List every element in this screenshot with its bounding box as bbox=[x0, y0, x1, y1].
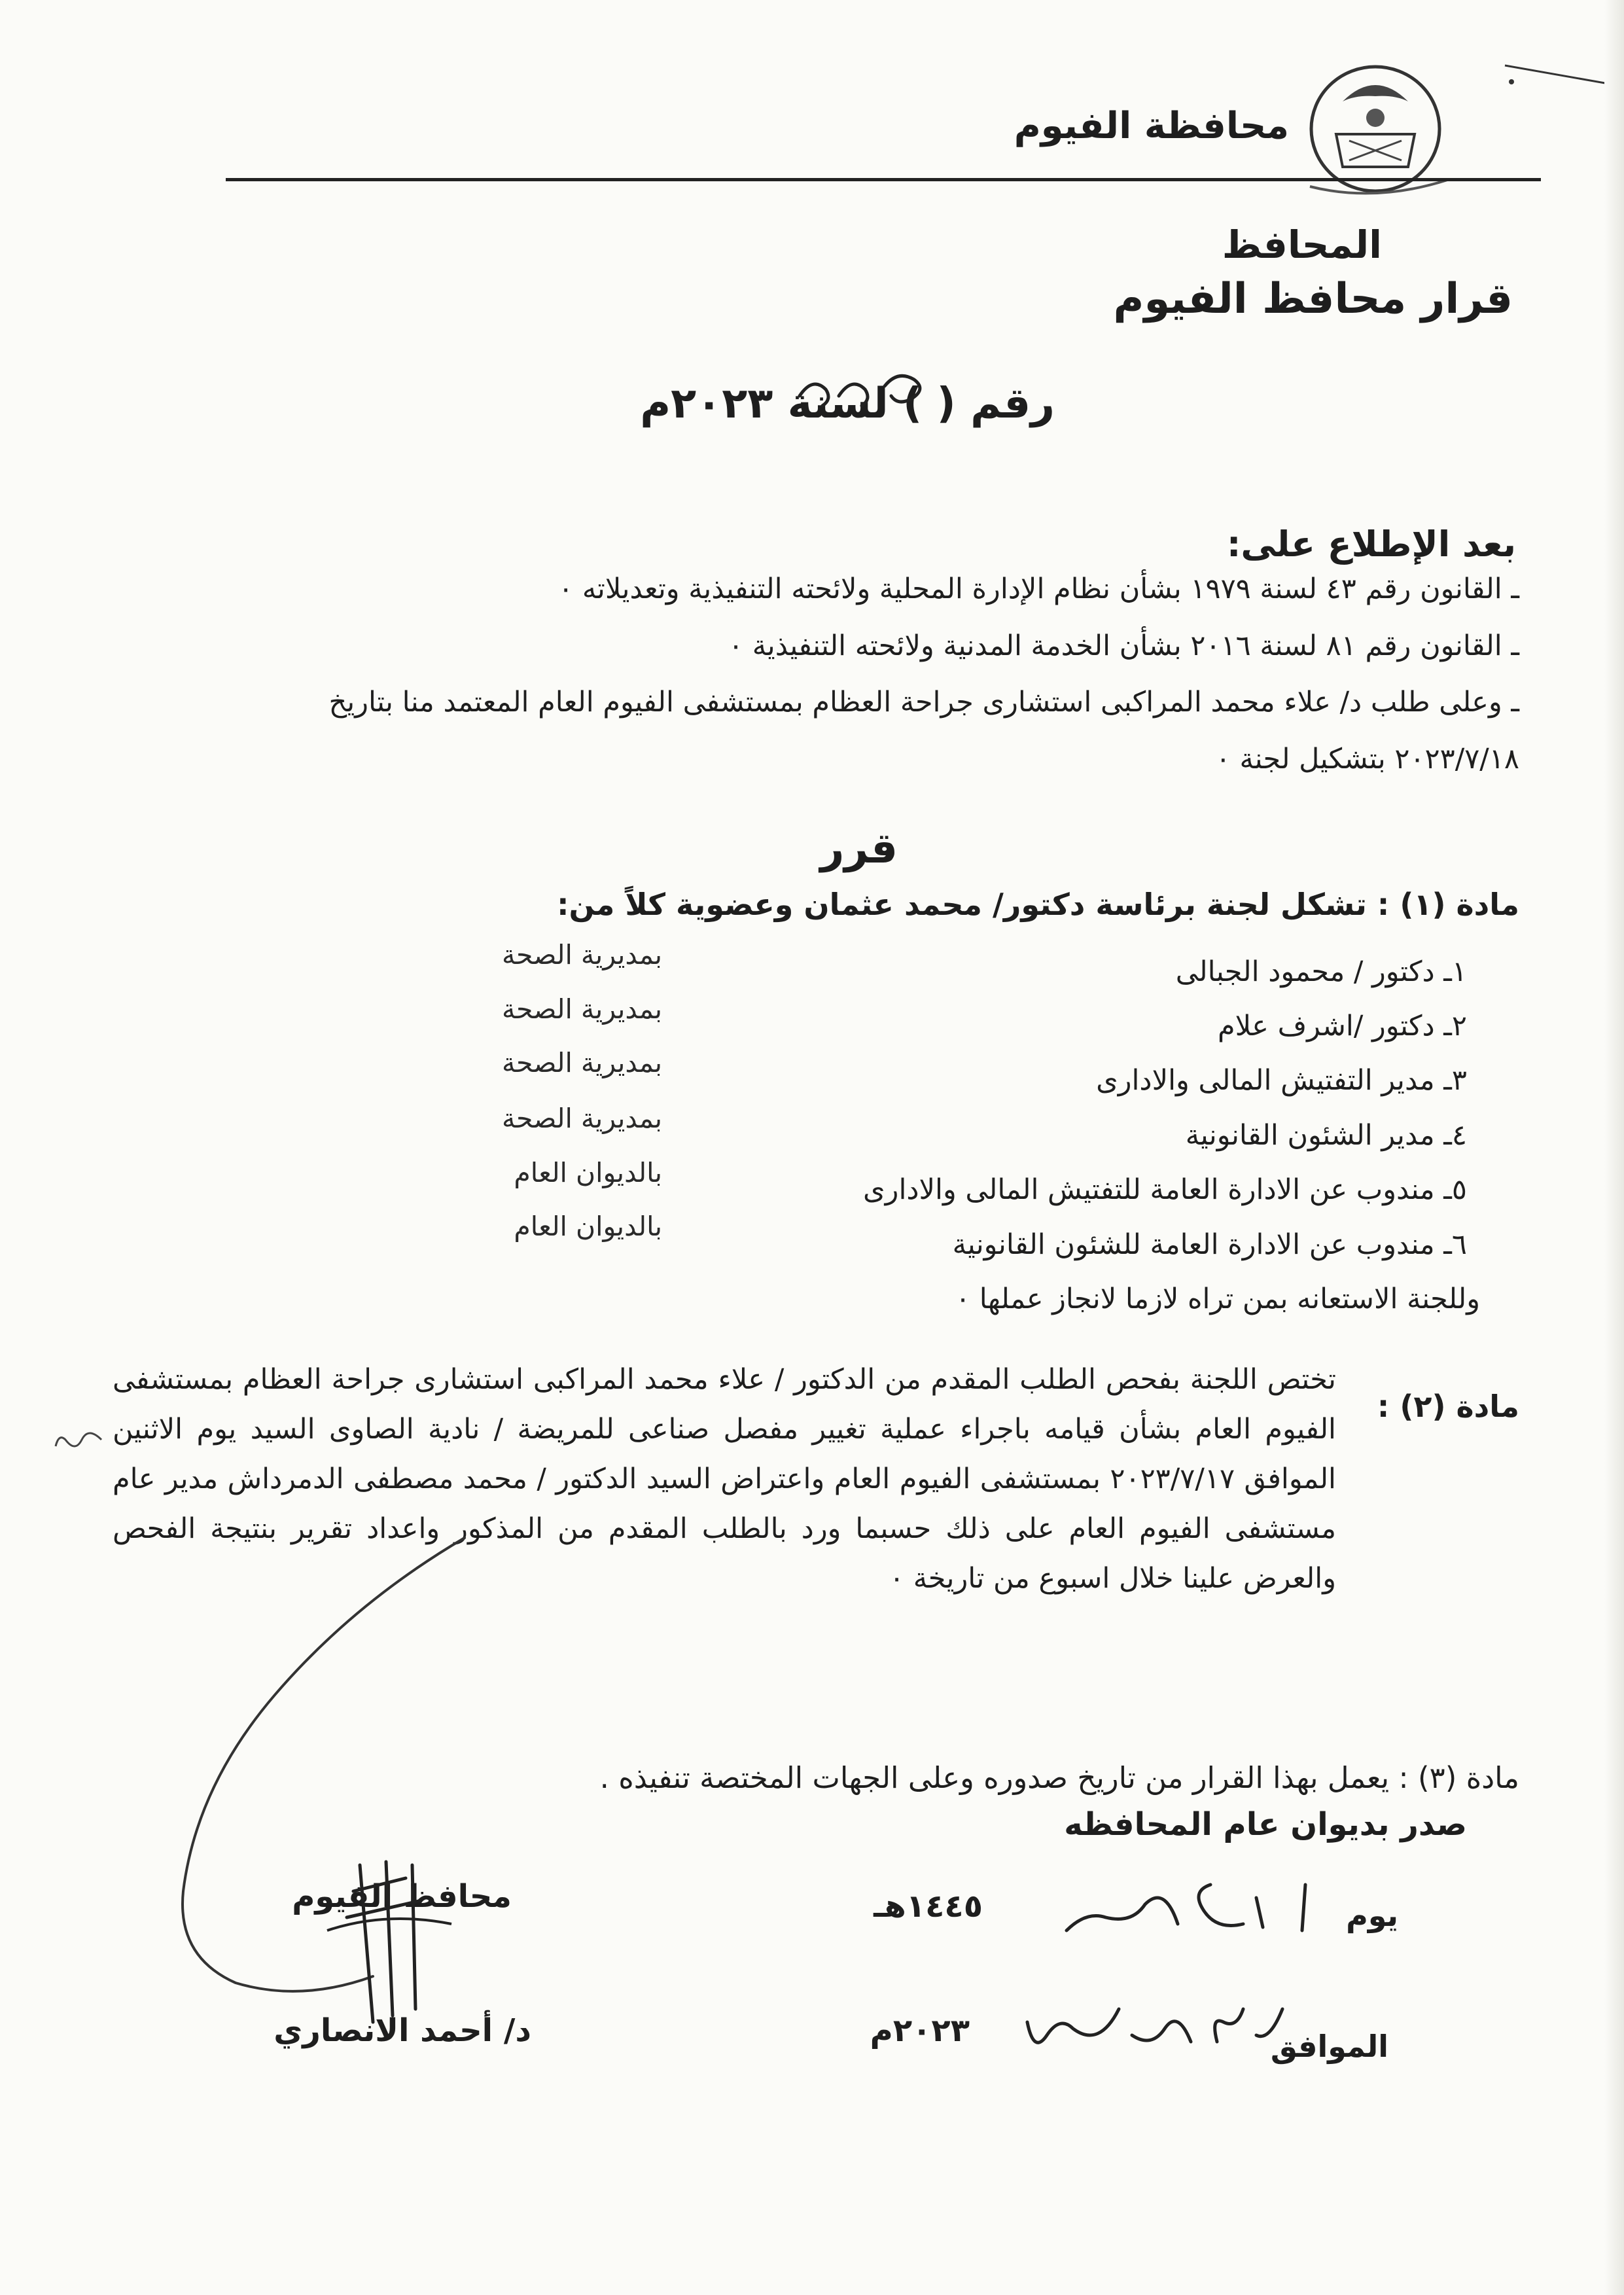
article-2-label: مادة (٢) : bbox=[1377, 1389, 1519, 1424]
member-department: بمديرية الصحة bbox=[502, 939, 662, 970]
committee-member: ٤ـ مدير الشئون القانونية bbox=[1185, 1119, 1467, 1152]
preamble-line: ـ القانون رقم ٨١ لسنة ٢٠١٦ بشأن الخدمة المدنية ولائحته التنفيذية ٠ bbox=[728, 630, 1519, 662]
member-department: بالديوان العام bbox=[514, 1211, 662, 1242]
committee-member: ٥ـ مندوب عن الادارة العامة للتفتيش المالى والادارى bbox=[863, 1173, 1467, 1206]
committee-member: ١ـ دكتور / محمود الجبالى bbox=[1175, 955, 1467, 988]
handwritten-decree-number bbox=[786, 350, 937, 422]
hijri-year: ١٤٤٥هـ bbox=[874, 1888, 983, 1925]
governor-title: المحافظ bbox=[1222, 222, 1382, 267]
preamble-heading: بعد الإطلاع على: bbox=[1226, 524, 1516, 565]
issued-at: صدر بديوان عام المحافظه bbox=[1064, 1806, 1467, 1843]
article-1-closing: وللجنة الاستعانه بمن تراه لازما لانجاز عملها ٠ bbox=[955, 1283, 1480, 1315]
signatory-title: محافظ الفيوم bbox=[292, 1878, 512, 1915]
scan-edge bbox=[1604, 0, 1624, 2295]
preamble-line: ـ القانون رقم ٤٣ لسنة ١٩٧٩ بشأن نظام الإدارة المحلية ولائحته التنفيذية وتعديلاته ٠ bbox=[558, 573, 1519, 605]
handwritten-hijri-date bbox=[1047, 1865, 1322, 1944]
decree-number-line: رقم ( ) لسنة ٢٠٢٣م bbox=[640, 380, 1055, 428]
gregorian-year: ٢٠٢٣م bbox=[870, 2012, 970, 2049]
handwritten-gregorian-date bbox=[1021, 1983, 1296, 2068]
gregorian-date-label: الموافق bbox=[1270, 2029, 1388, 2064]
article-3: مادة (٣) : يعمل بهذا القرار من تاريخ صدوره وعلى الجهات المختصة تنفيذه . bbox=[599, 1760, 1519, 1795]
member-department: بالديوان العام bbox=[514, 1157, 662, 1188]
header-divider bbox=[226, 178, 1541, 181]
article-1-heading: مادة (١) : تشكل لجنة برئاسة دكتور/ محمد عثمان وعضوية كلاً من: bbox=[557, 887, 1519, 922]
article-2-text: تختص اللجنة بفحص الطلب المقدم من الدكتور / علاء محمد المراكبى استشارى جراحة العظام بمستشفى الفيوم العام بشأن قيامه باجراء عملية تغيير مفصل صناعى للمريضة / نادية الصاوى السيد يوم الاثنين الموافق ٢٠٢٣/٧/١٧ بمستشفى الفيوم العام واعتراض السيد الدكتور / محمد مصطفى الدمرداش مدير عام مستشفى الفيوم العام على ذلك حسبما ورد بالطلب المقدم من المذكور واعداد تقرير بنتيجة الفحص والعرض علينا خلال اسبوع من تاريخة ٠ bbox=[113, 1363, 1336, 1595]
preamble-line: ٢٠٢٣/٧/١٨ بتشكيل لجنة ٠ bbox=[1215, 743, 1519, 775]
committee-member: ٦ـ مندوب عن الادارة العامة للشئون القانونية bbox=[952, 1228, 1467, 1261]
member-department: بمديرية الصحة bbox=[502, 1103, 662, 1134]
governor-signature bbox=[157, 1525, 563, 2035]
margin-note bbox=[49, 1420, 108, 1459]
member-department: بمديرية الصحة bbox=[502, 993, 662, 1025]
decree-title: قرار محافظ الفيوم bbox=[1113, 275, 1513, 323]
preamble-line: ـ وعلى طلب د/ علاء محمد المراكبى استشارى جراحة العظام بمستشفى الفيوم العام المعتمد منا بتاريخ bbox=[328, 686, 1519, 719]
committee-member: ٣ـ مدير التفتيش المالى والادارى bbox=[1096, 1064, 1467, 1097]
date-day-label: يوم bbox=[1346, 1898, 1398, 1933]
member-department: بمديرية الصحة bbox=[502, 1047, 662, 1078]
signatory-name: د/ أحمد الانصاري bbox=[274, 2012, 531, 2049]
committee-member: ٢ـ دكتور /اشرف علام bbox=[1218, 1010, 1467, 1042]
decision-heading: قرر bbox=[820, 825, 898, 873]
governorate-name: محافظة الفيوم bbox=[1014, 105, 1289, 147]
